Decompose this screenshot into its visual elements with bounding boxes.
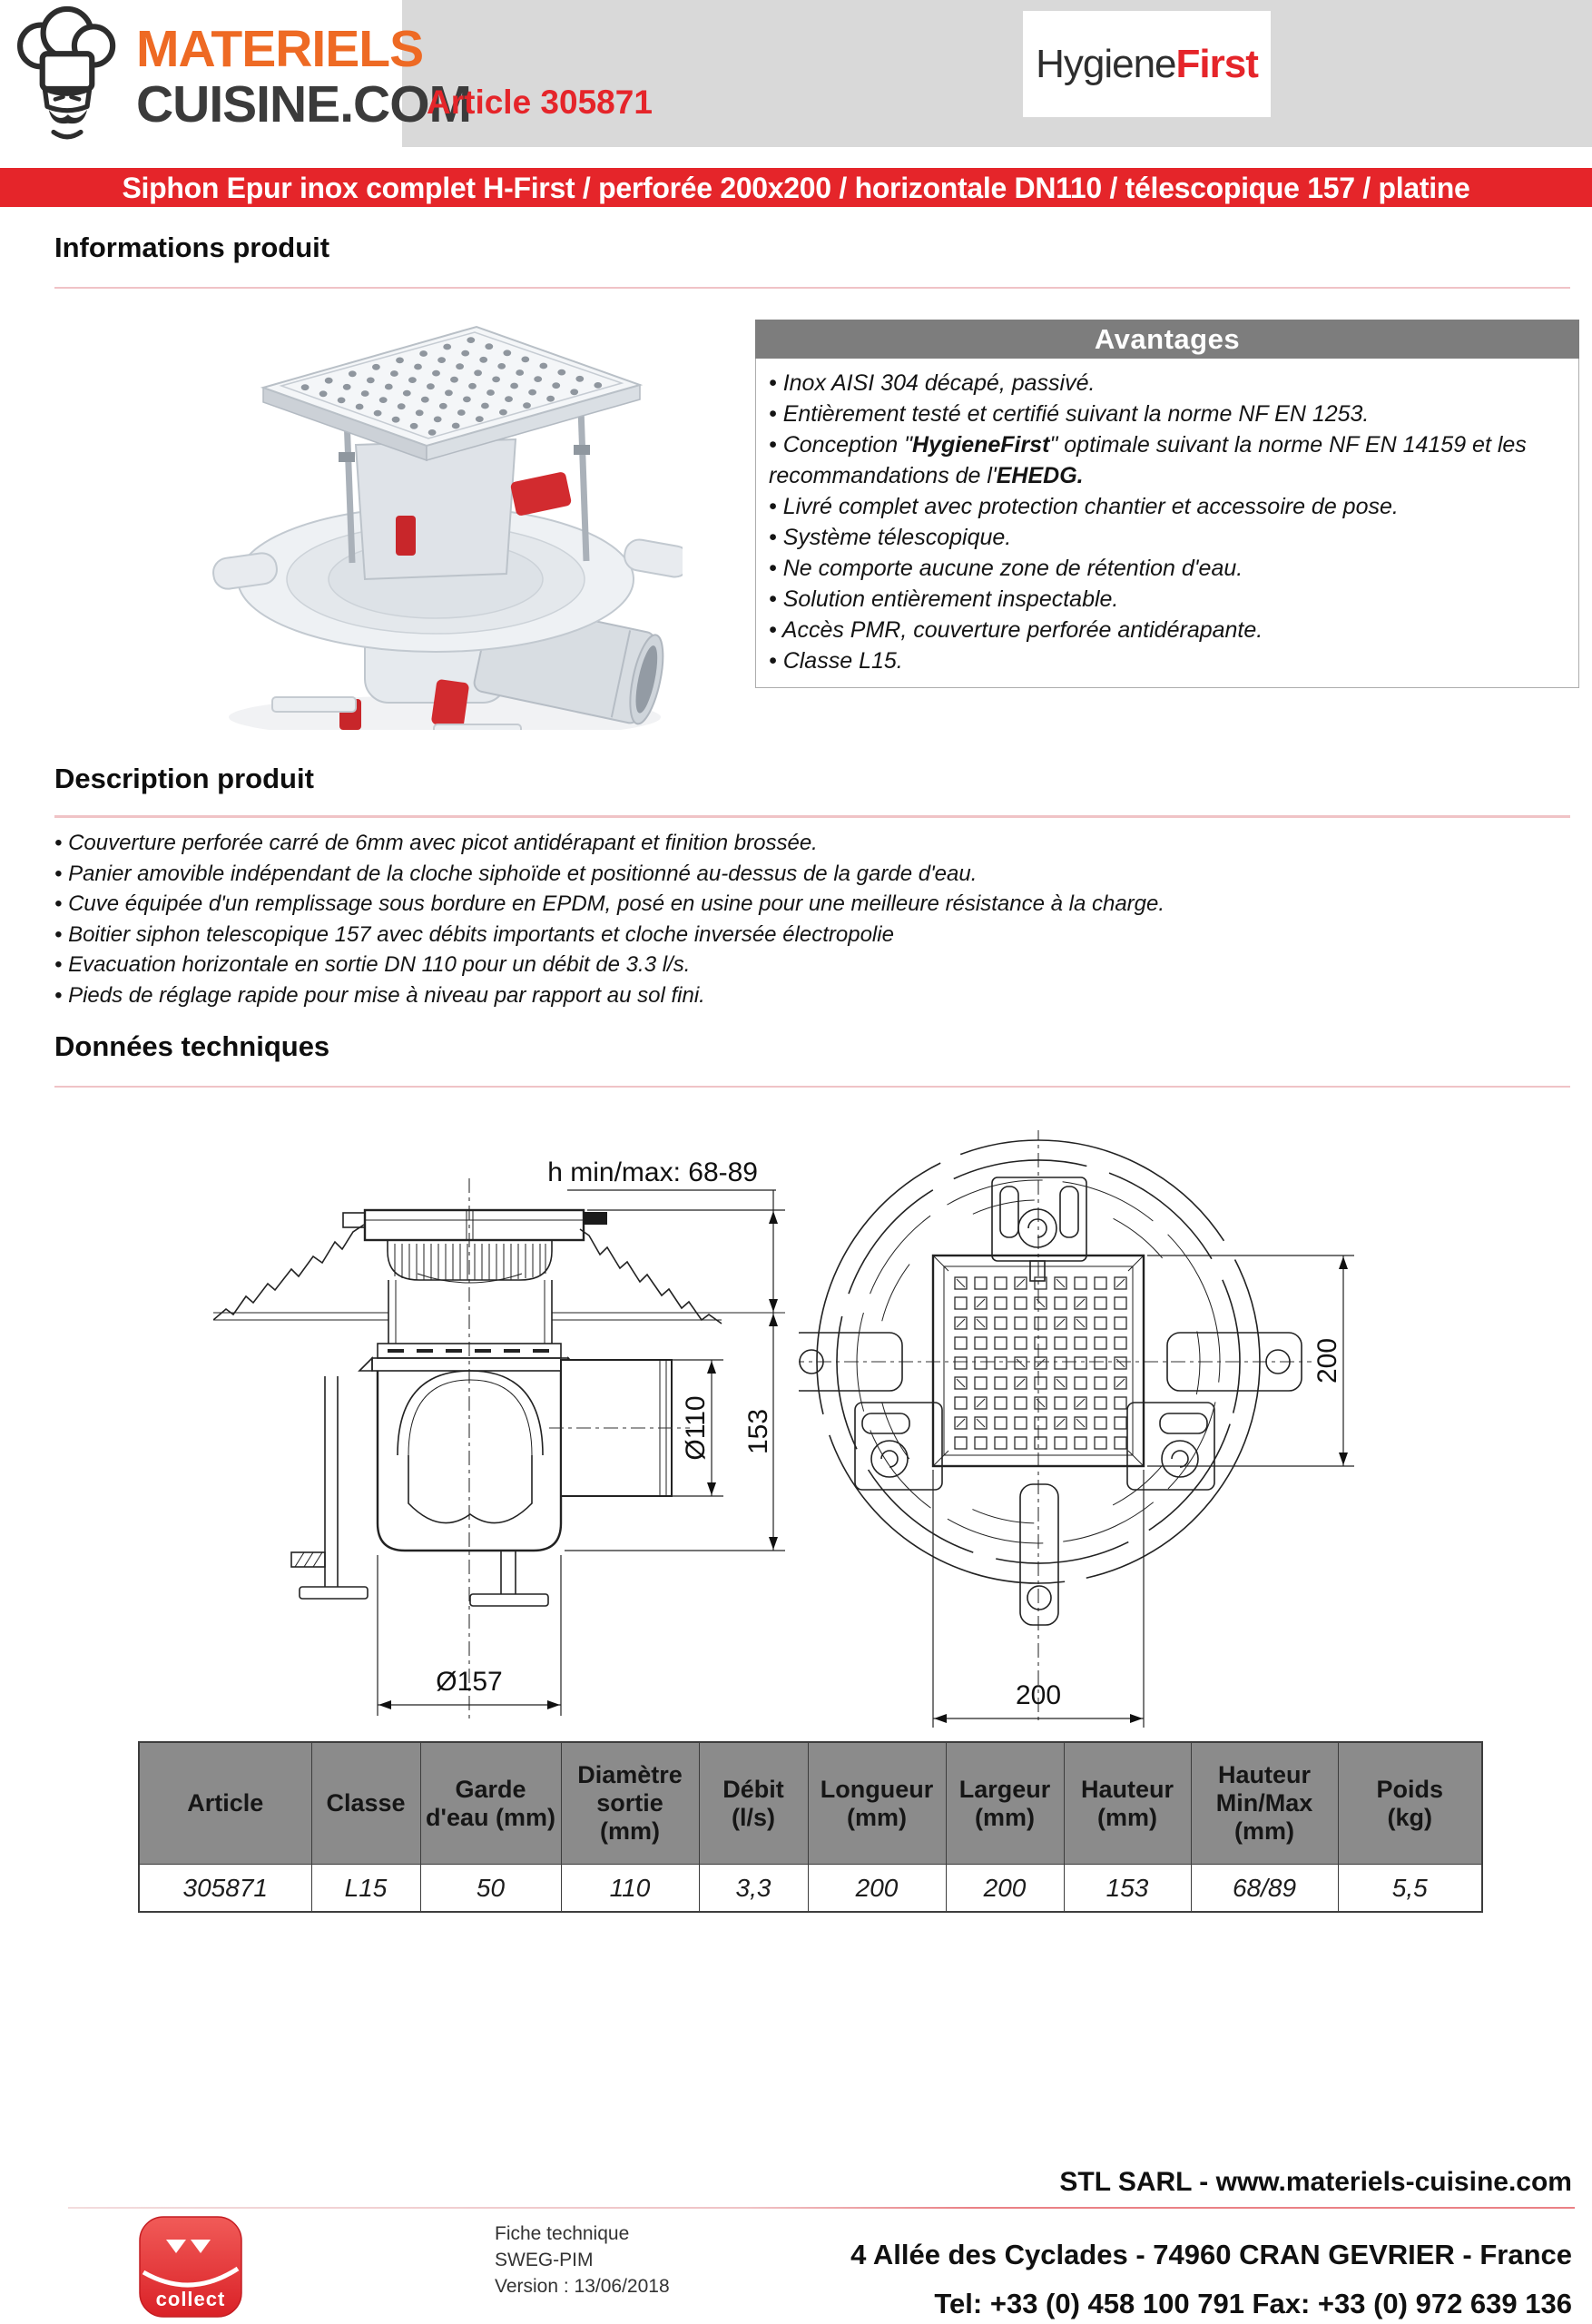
advantage-item: • Conception "HygieneFirst" optimale suivant la norme NF EN 14159 et les recommandations de l'EHEDG. bbox=[769, 432, 1527, 488]
side-view-drawing bbox=[213, 1142, 794, 1723]
advantage-item: • Système télescopique. bbox=[769, 525, 1012, 550]
table-header-cell: Poids (kg) bbox=[1338, 1742, 1482, 1865]
hygiene-first-logo bbox=[1023, 11, 1271, 117]
badge-label: collect bbox=[155, 2288, 226, 2310]
advantage-item: • Solution entièrement inspectable. bbox=[769, 586, 1119, 612]
dim-body-diameter-label: Ø157 bbox=[436, 1667, 503, 1697]
table-data-cell: 5,5 bbox=[1338, 1865, 1482, 1913]
footer-phone: Tel: +33 (0) 458 100 791 Fax: +33 (0) 972 639 136 bbox=[934, 2288, 1572, 2319]
description-item: • Couverture perforée carré de 6mm avec picot antidérapant et finition brossée. bbox=[54, 831, 818, 855]
dim-top-width-label: 200 bbox=[1015, 1680, 1062, 1710]
article-number: Article 305871 bbox=[427, 84, 653, 121]
description-item: • Panier amovible indépendant de la cloche siphoïde et positionné au-dessus de la garde d'eau. bbox=[54, 861, 978, 886]
dim-top-height-label: 200 bbox=[1312, 1337, 1342, 1384]
advantages-box bbox=[755, 320, 1579, 688]
table-header-cell: Hauteur (mm) bbox=[1064, 1742, 1191, 1865]
advantages-list bbox=[755, 359, 1579, 688]
section-title-technical: Données techniques bbox=[54, 1030, 330, 1062]
dim-h-minmax-label: h min/max: 68-89 bbox=[547, 1157, 758, 1187]
description-item: • Pieds de réglage rapide pour mise à niveau par rapport au sol fini. bbox=[54, 982, 705, 1008]
section-title-description: Description produit bbox=[54, 763, 314, 794]
description-item: • Evacuation horizontale en sortie DN 110 pour un débit de 3.3 l/s. bbox=[54, 952, 691, 977]
table-data-cell: 3,3 bbox=[699, 1865, 808, 1913]
footer-rule bbox=[68, 2207, 1575, 2209]
product-title-banner: Siphon Epur inox complet H-First / perforée 200x200 / horizontale DN110 / télescopique 157 / platine bbox=[0, 168, 1592, 207]
dim-153-label: 153 bbox=[743, 1408, 773, 1455]
description-item: • Boitier siphon telescopique 157 avec débits importants et cloche inversée électropolie bbox=[54, 921, 894, 947]
table-header-row bbox=[139, 1742, 1482, 1865]
table-header-cell: Hauteur Min/Max (mm) bbox=[1191, 1742, 1338, 1865]
document-info bbox=[495, 2221, 670, 2299]
table-header-cell: Longueur (mm) bbox=[808, 1742, 946, 1865]
table-header-cell: Débit (l/s) bbox=[699, 1742, 808, 1865]
footer-address: 4 Allée des Cyclades - 74960 CRAN GEVRIER - France bbox=[850, 2239, 1572, 2270]
chef-hat-mustache-icon bbox=[7, 4, 127, 147]
description-item: • Cuve équipée d'un remplissage sous bordure en EPDM, posé en usine pour une meilleure résistance à la charge. bbox=[54, 891, 1165, 916]
table-header-cell: Largeur (mm) bbox=[946, 1742, 1064, 1865]
section-rule bbox=[54, 287, 1570, 289]
header-gray-background bbox=[402, 0, 1592, 147]
table-data-cell: 50 bbox=[420, 1865, 561, 1913]
hygiene-first-logo-part1: Hygiene bbox=[1036, 41, 1176, 86]
doc-info-line: SWEG-PIM bbox=[495, 2250, 594, 2270]
table-header-cell: Diamètre sortie (mm) bbox=[561, 1742, 699, 1865]
advantage-item: • Classe L15. bbox=[769, 648, 903, 674]
doc-info-line: Fiche technique bbox=[495, 2223, 630, 2244]
advantage-item: • Livré complet avec protection chantier et accessoire de pose. bbox=[769, 494, 1399, 519]
logo-line-cuisine: CUISINE.COM bbox=[136, 75, 472, 133]
doc-info-line: Version : 13/06/2018 bbox=[495, 2276, 670, 2297]
grate-perforations bbox=[955, 1277, 1126, 1449]
table-header-cell: Garde d'eau (mm) bbox=[420, 1742, 561, 1865]
hygiene-first-logo-part2: First bbox=[1175, 41, 1258, 86]
footer-company-line: STL SARL - www.materiels-cuisine.com bbox=[1059, 2167, 1572, 2197]
top-view-drawing bbox=[799, 1130, 1361, 1729]
advantage-item: • Entièrement testé et certifié suivant la norme NF EN 1253. bbox=[769, 401, 1370, 427]
advantage-item: • Inox AISI 304 décapé, passivé. bbox=[769, 370, 1096, 396]
description-list bbox=[54, 828, 1561, 1010]
section-title-informations: Informations produit bbox=[54, 231, 330, 263]
table-data-cell: 68/89 bbox=[1191, 1865, 1338, 1913]
table-data-cell: 305871 bbox=[139, 1865, 311, 1913]
table-data-row bbox=[139, 1865, 1482, 1913]
advantages-title: Avantages bbox=[755, 320, 1579, 359]
table-data-cell: 153 bbox=[1064, 1865, 1191, 1913]
collect-badge bbox=[139, 2216, 242, 2318]
section-rule bbox=[54, 815, 1570, 818]
table-header-cell: Classe bbox=[311, 1742, 420, 1865]
table-data-cell: 200 bbox=[946, 1865, 1064, 1913]
product-photo bbox=[127, 301, 683, 730]
advantage-item: • Accès PMR, couverture perforée antidérapante. bbox=[769, 617, 1263, 643]
logo-line-materiels: MATERIELS bbox=[136, 20, 424, 78]
table-data-cell: 200 bbox=[808, 1865, 946, 1913]
table-data-cell: L15 bbox=[311, 1865, 420, 1913]
section-rule bbox=[54, 1086, 1570, 1088]
table-data-cell: 110 bbox=[561, 1865, 699, 1913]
site-logo bbox=[136, 20, 472, 133]
table-header-cell: Article bbox=[139, 1742, 311, 1865]
technical-data-table bbox=[138, 1741, 1483, 1913]
advantage-item: • Ne comporte aucune zone de rétention d'eau. bbox=[769, 556, 1243, 581]
dim-pipe-diameter-label: Ø110 bbox=[681, 1395, 711, 1461]
